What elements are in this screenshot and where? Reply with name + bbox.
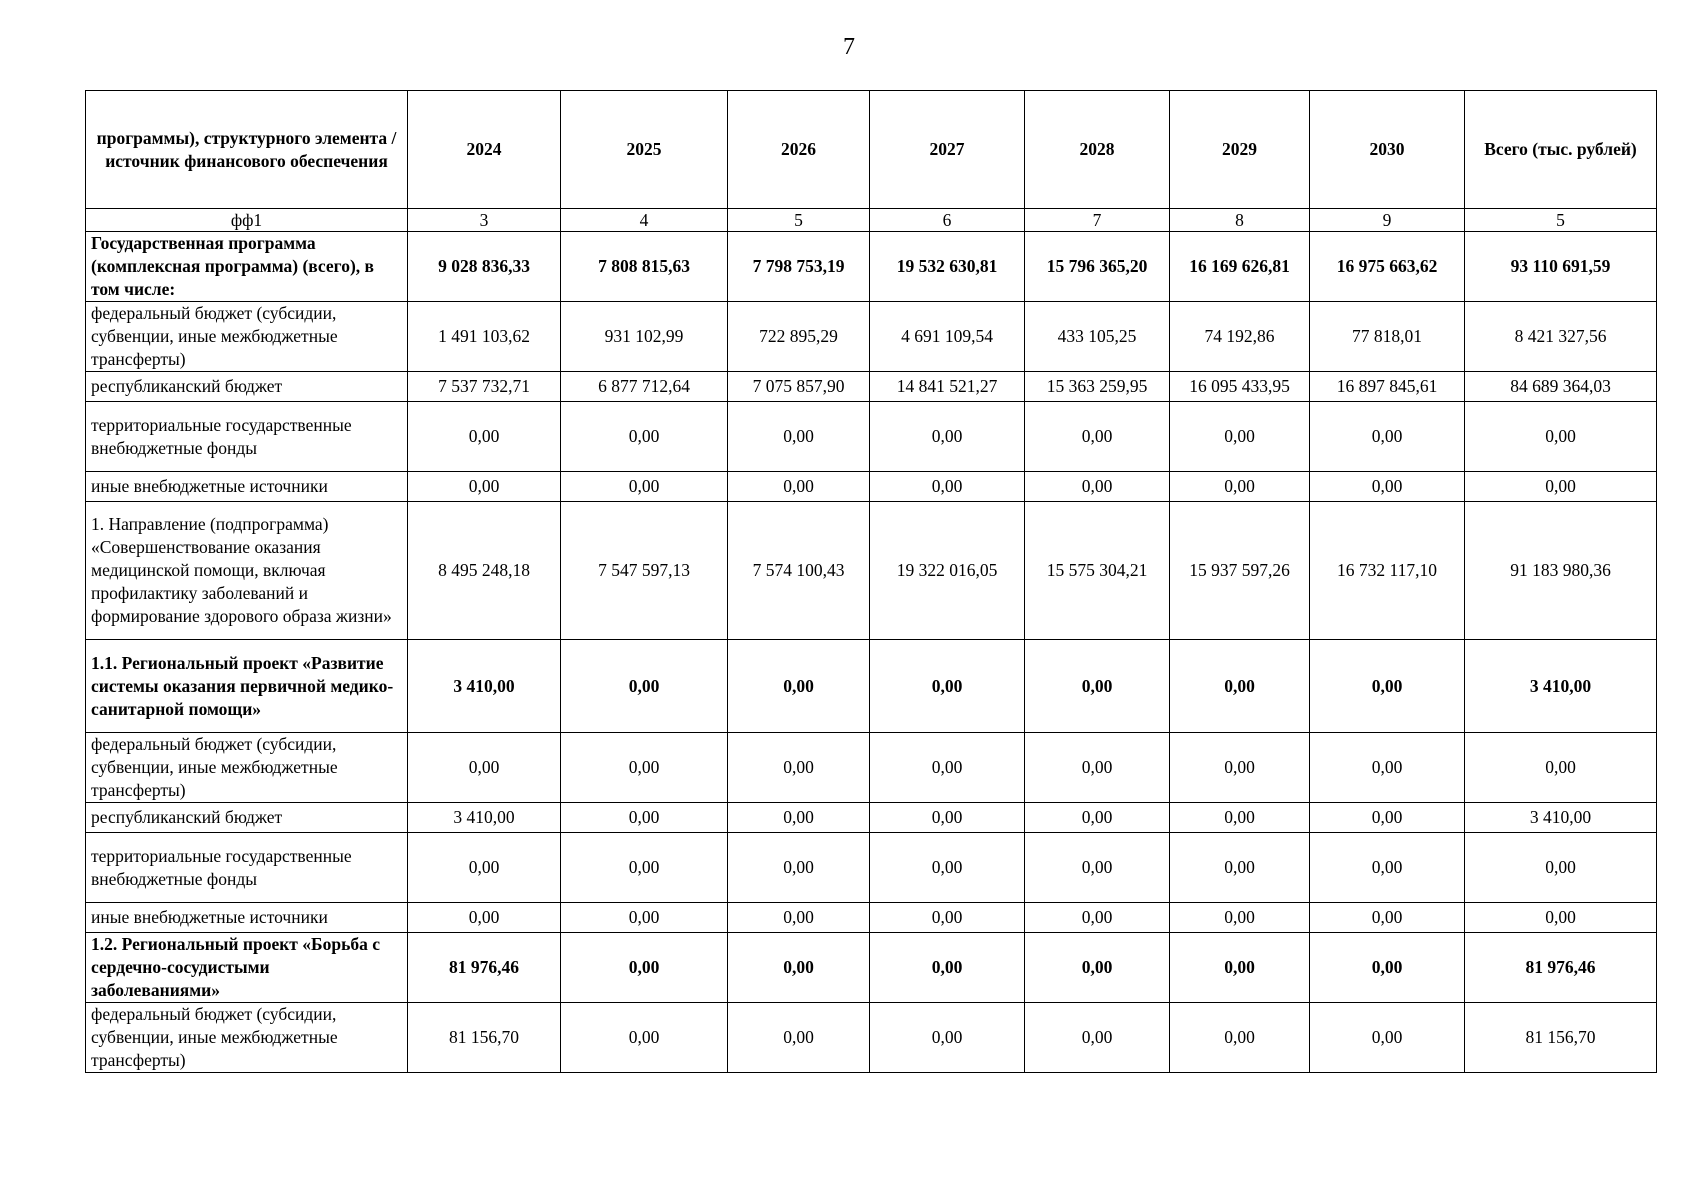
year-value-cell: 931 102,99 <box>561 302 728 372</box>
total-cell: 91 183 980,36 <box>1465 502 1657 640</box>
year-value-cell: 0,00 <box>408 903 561 933</box>
column-number: 3 <box>408 209 561 232</box>
year-value-cell: 0,00 <box>561 803 728 833</box>
row-label: федеральный бюджет (субсидии, субвенции, иные межбюджетные трансферты) <box>86 302 408 372</box>
year-value-cell: 81 976,46 <box>408 933 561 1003</box>
row-label: федеральный бюджет (субсидии, субвенции, иные межбюджетные трансферты) <box>86 1003 408 1073</box>
year-value-cell: 0,00 <box>1310 402 1465 472</box>
total-cell: 0,00 <box>1465 472 1657 502</box>
year-value-cell: 0,00 <box>561 472 728 502</box>
year-value-cell: 0,00 <box>728 472 870 502</box>
year-value-cell: 0,00 <box>1170 933 1310 1003</box>
year-value-cell: 3 410,00 <box>408 640 561 733</box>
total-cell: 81 156,70 <box>1465 1003 1657 1073</box>
year-value-cell: 433 105,25 <box>1025 302 1170 372</box>
year-value-cell: 0,00 <box>1025 933 1170 1003</box>
year-value-cell: 0,00 <box>1025 903 1170 933</box>
year-value-cell: 16 897 845,61 <box>1310 372 1465 402</box>
year-value-cell: 0,00 <box>728 733 870 803</box>
row-label: 1.1. Региональный проект «Развитие системы оказания первичной медико-санитарной помощи» <box>86 640 408 733</box>
page-number: 7 <box>843 34 855 60</box>
year-value-cell: 9 028 836,33 <box>408 232 561 302</box>
year-value-cell: 0,00 <box>728 903 870 933</box>
total-cell: 0,00 <box>1465 903 1657 933</box>
year-value-cell: 0,00 <box>870 640 1025 733</box>
header-row <box>86 91 1657 209</box>
year-value-cell: 81 156,70 <box>408 1003 561 1073</box>
year-value-cell: 0,00 <box>1170 803 1310 833</box>
column-number: 9 <box>1310 209 1465 232</box>
total-cell: 84 689 364,03 <box>1465 372 1657 402</box>
row-label: республиканский бюджет <box>86 803 408 833</box>
year-value-cell: 0,00 <box>728 803 870 833</box>
total-cell: 8 421 327,56 <box>1465 302 1657 372</box>
year-value-cell: 0,00 <box>561 733 728 803</box>
header-year: 2027 <box>870 91 1025 209</box>
year-value-cell: 0,00 <box>1310 733 1465 803</box>
year-value-cell: 77 818,01 <box>1310 302 1465 372</box>
year-value-cell: 0,00 <box>561 833 728 903</box>
column-number: 6 <box>870 209 1025 232</box>
column-number: 5 <box>728 209 870 232</box>
year-value-cell: 0,00 <box>561 1003 728 1073</box>
year-value-cell: 16 975 663,62 <box>1310 232 1465 302</box>
year-value-cell: 0,00 <box>408 833 561 903</box>
year-value-cell: 0,00 <box>870 803 1025 833</box>
year-value-cell: 0,00 <box>408 472 561 502</box>
year-value-cell: 0,00 <box>728 1003 870 1073</box>
table-row <box>86 472 1657 502</box>
year-value-cell: 14 841 521,27 <box>870 372 1025 402</box>
year-value-cell: 0,00 <box>1170 640 1310 733</box>
financing-table <box>85 90 1657 1073</box>
year-value-cell: 0,00 <box>561 402 728 472</box>
year-value-cell: 0,00 <box>1170 402 1310 472</box>
header-year: 2025 <box>561 91 728 209</box>
row-label: иные внебюджетные источники <box>86 903 408 933</box>
year-value-cell: 7 075 857,90 <box>728 372 870 402</box>
column-number: 4 <box>561 209 728 232</box>
table-row <box>86 402 1657 472</box>
year-value-cell: 0,00 <box>561 640 728 733</box>
header-year: 2028 <box>1025 91 1170 209</box>
column-number-row <box>86 209 1657 232</box>
year-value-cell: 0,00 <box>1310 472 1465 502</box>
year-value-cell: 16 732 117,10 <box>1310 502 1465 640</box>
year-value-cell: 0,00 <box>870 1003 1025 1073</box>
row-label: федеральный бюджет (субсидии, субвенции, иные межбюджетные трансферты) <box>86 733 408 803</box>
table-row <box>86 1003 1657 1073</box>
year-value-cell: 16 169 626,81 <box>1170 232 1310 302</box>
header-name: программы), структурного элемента / источник финансового обеспечения <box>86 91 408 209</box>
total-cell: 81 976,46 <box>1465 933 1657 1003</box>
year-value-cell: 0,00 <box>1025 472 1170 502</box>
year-value-cell: 74 192,86 <box>1170 302 1310 372</box>
column-number: 8 <box>1170 209 1310 232</box>
table-row <box>86 232 1657 302</box>
year-value-cell: 0,00 <box>1025 640 1170 733</box>
table-row <box>86 933 1657 1003</box>
year-value-cell: 0,00 <box>870 402 1025 472</box>
year-value-cell: 0,00 <box>870 933 1025 1003</box>
year-value-cell: 0,00 <box>870 472 1025 502</box>
table-row <box>86 903 1657 933</box>
table-row <box>86 302 1657 372</box>
year-value-cell: 0,00 <box>870 833 1025 903</box>
row-label: республиканский бюджет <box>86 372 408 402</box>
year-value-cell: 0,00 <box>1310 803 1465 833</box>
header-year: 2024 <box>408 91 561 209</box>
year-value-cell: 0,00 <box>561 933 728 1003</box>
year-value-cell: 0,00 <box>408 733 561 803</box>
year-value-cell: 7 537 732,71 <box>408 372 561 402</box>
year-value-cell: 0,00 <box>1310 640 1465 733</box>
year-value-cell: 6 877 712,64 <box>561 372 728 402</box>
year-value-cell: 0,00 <box>870 903 1025 933</box>
year-value-cell: 0,00 <box>561 903 728 933</box>
year-value-cell: 15 796 365,20 <box>1025 232 1170 302</box>
total-cell: 0,00 <box>1465 402 1657 472</box>
year-value-cell: 0,00 <box>1025 1003 1170 1073</box>
year-value-cell: 0,00 <box>1170 472 1310 502</box>
year-value-cell: 0,00 <box>728 933 870 1003</box>
header-total: Всего (тыс. рублей) <box>1465 91 1657 209</box>
column-number: фф1 <box>86 209 408 232</box>
year-value-cell: 16 095 433,95 <box>1170 372 1310 402</box>
year-value-cell: 19 322 016,05 <box>870 502 1025 640</box>
year-value-cell: 4 691 109,54 <box>870 302 1025 372</box>
year-value-cell: 722 895,29 <box>728 302 870 372</box>
header-year: 2029 <box>1170 91 1310 209</box>
year-value-cell: 15 363 259,95 <box>1025 372 1170 402</box>
year-value-cell: 0,00 <box>1170 733 1310 803</box>
year-value-cell: 0,00 <box>1170 833 1310 903</box>
table-row <box>86 803 1657 833</box>
year-value-cell: 15 575 304,21 <box>1025 502 1170 640</box>
year-value-cell: 0,00 <box>1310 1003 1465 1073</box>
year-value-cell: 0,00 <box>1170 1003 1310 1073</box>
year-value-cell: 7 808 815,63 <box>561 232 728 302</box>
table-row <box>86 372 1657 402</box>
year-value-cell: 19 532 630,81 <box>870 232 1025 302</box>
total-cell: 3 410,00 <box>1465 803 1657 833</box>
row-label: 1. Направление (подпрограмма) «Совершенствование оказания медицинской помощи, включая профилактику заболеваний и формирование здорового образа жизни» <box>86 502 408 640</box>
row-label: территориальные государственные внебюджетные фонды <box>86 833 408 903</box>
table-row <box>86 640 1657 733</box>
year-value-cell: 0,00 <box>728 833 870 903</box>
year-value-cell: 7 574 100,43 <box>728 502 870 640</box>
row-label: 1.2. Региональный проект «Борьба с сердечно-сосудистыми заболеваниями» <box>86 933 408 1003</box>
header-year: 2030 <box>1310 91 1465 209</box>
table-row <box>86 502 1657 640</box>
year-value-cell: 1 491 103,62 <box>408 302 561 372</box>
row-label: Государственная программа (комплексная программа) (всего), в том числе: <box>86 232 408 302</box>
table-row <box>86 833 1657 903</box>
row-label: иные внебюджетные источники <box>86 472 408 502</box>
year-value-cell: 0,00 <box>1025 733 1170 803</box>
year-value-cell: 0,00 <box>408 402 561 472</box>
year-value-cell: 0,00 <box>728 640 870 733</box>
year-value-cell: 8 495 248,18 <box>408 502 561 640</box>
header-year: 2026 <box>728 91 870 209</box>
year-value-cell: 0,00 <box>728 402 870 472</box>
total-cell: 93 110 691,59 <box>1465 232 1657 302</box>
year-value-cell: 0,00 <box>1025 402 1170 472</box>
year-value-cell: 7 798 753,19 <box>728 232 870 302</box>
year-value-cell: 0,00 <box>1025 833 1170 903</box>
total-cell: 0,00 <box>1465 833 1657 903</box>
table-row <box>86 733 1657 803</box>
year-value-cell: 0,00 <box>1310 933 1465 1003</box>
year-value-cell: 0,00 <box>1310 903 1465 933</box>
total-cell: 0,00 <box>1465 733 1657 803</box>
total-cell: 3 410,00 <box>1465 640 1657 733</box>
column-number: 5 <box>1465 209 1657 232</box>
year-value-cell: 0,00 <box>870 733 1025 803</box>
row-label: территориальные государственные внебюджетные фонды <box>86 402 408 472</box>
year-value-cell: 3 410,00 <box>408 803 561 833</box>
year-value-cell: 0,00 <box>1025 803 1170 833</box>
year-value-cell: 0,00 <box>1310 833 1465 903</box>
year-value-cell: 15 937 597,26 <box>1170 502 1310 640</box>
column-number: 7 <box>1025 209 1170 232</box>
year-value-cell: 7 547 597,13 <box>561 502 728 640</box>
year-value-cell: 0,00 <box>1170 903 1310 933</box>
